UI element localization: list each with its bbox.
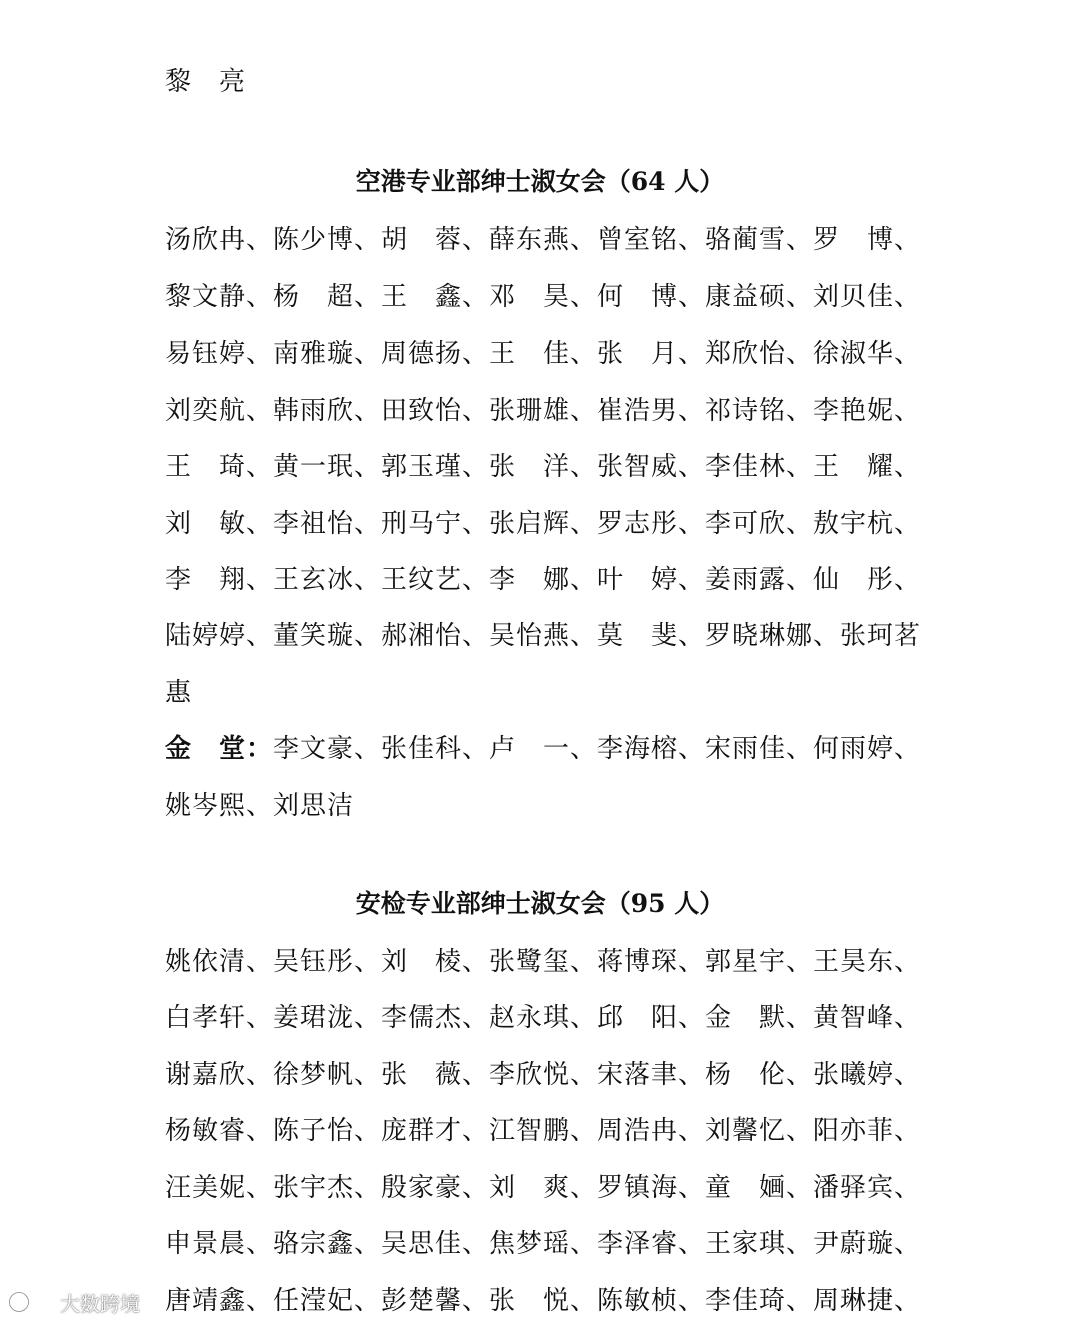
jintang-line (165, 733, 925, 765)
name-line: 姚依清、吴钰彤、刘 棱、张鹭玺、蒋博琛、郭星宇、王昊东、 (165, 947, 922, 977)
name-line: 刘奕航、韩雨欣、田致怡、张珊雄、崔浩男、祁诗铭、李艳妮、 (165, 396, 922, 426)
name-line: 申景晨、骆宗鑫、吴思佳、焦梦瑶、李泽睿、王家琪、尹蔚璇、 (165, 1229, 922, 1259)
jintang-label: 金 堂： (165, 734, 274, 764)
section-heading-anjian: 安检专业部绅士淑女会（95 人） (355, 889, 725, 918)
watermark-text: 大数跨境 (60, 1291, 140, 1316)
name-line: 杨敏睿、陈子怡、庞群才、江智鹏、周浩冉、刘馨忆、阳亦菲、 (165, 1116, 922, 1146)
name-line: 惠 (165, 678, 193, 708)
name-line: 李 翔、王玄冰、王纹艺、李 娜、叶 婷、姜雨露、仙 彤、 (165, 565, 922, 595)
name-line: 汪美妮、张宇杰、殷家豪、刘 爽、罗镇海、童 婳、潘驿宾、 (165, 1173, 922, 1203)
watermark (8, 1285, 140, 1319)
name-line: 陆婷婷、董笑璇、郝湘怡、吴怡燕、莫 斐、罗晓琳娜、张珂茗 (165, 621, 922, 651)
name-line: 汤欣冉、陈少博、胡 蓉、薛东燕、曾室铭、骆蔺雪、罗 博、 (165, 225, 922, 255)
name-line: 王 琦、黄一珉、郭玉瑾、张 洋、张智威、李佳林、王 耀、 (165, 452, 922, 482)
name-line: 姚岑熙、刘思洁 (165, 791, 355, 821)
name-line: 易钰婷、南雅璇、周德扬、王 佳、张 月、郑欣怡、徐淑华、 (165, 339, 922, 369)
watermark-logo-icon (8, 1288, 54, 1316)
section-heading-konggang: 空港专业部绅士淑女会（64 人） (355, 167, 725, 196)
name-line: 黎文静、杨 超、王 鑫、邓 昊、何 博、康益硕、刘贝佳、 (165, 282, 922, 312)
jintang-names: 李文豪、张佳科、卢 一、李海榕、宋雨佳、何雨婷、 (273, 734, 922, 764)
name-line: 白孝轩、姜珺泷、李儒杰、赵永琪、邱 阳、金 默、黄智峰、 (165, 1003, 922, 1033)
name-line: 刘 敏、李祖怡、刑马宁、张启辉、罗志彤、李可欣、敖宇杭、 (165, 509, 922, 539)
name-line: 唐靖鑫、任滢妃、彭楚馨、张 悦、陈敏桢、李佳琦、周琳捷、 (165, 1286, 922, 1316)
name-line: 黎 亮 (165, 67, 247, 97)
name-line: 谢嘉欣、徐梦帆、张 薇、李欣悦、宋落聿、杨 伦、张曦婷、 (165, 1060, 922, 1090)
